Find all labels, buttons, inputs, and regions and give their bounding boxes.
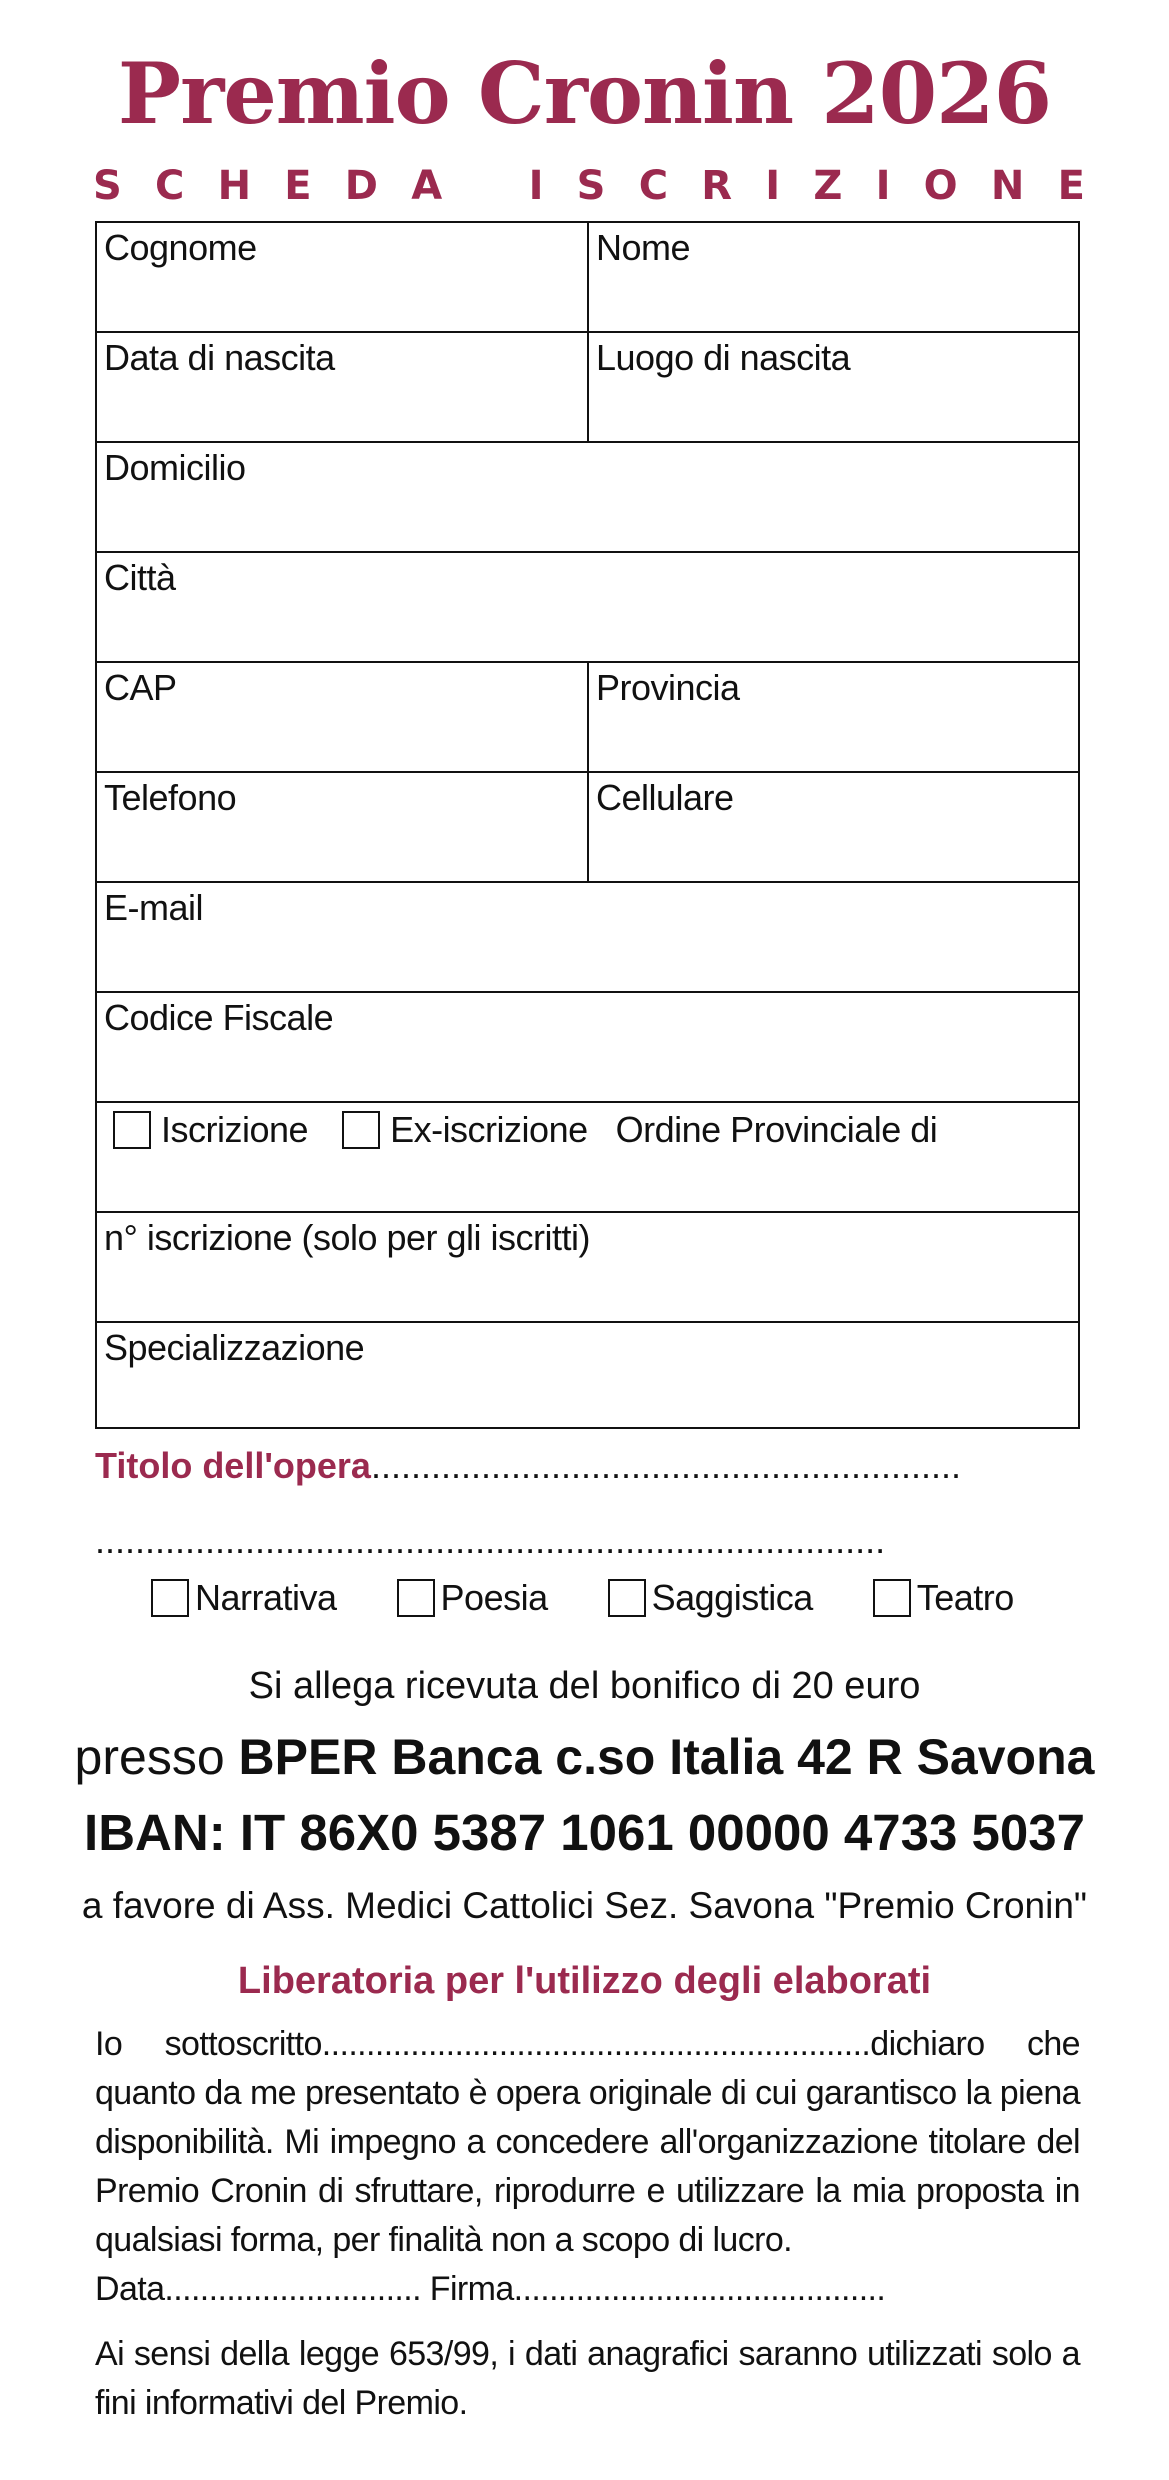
form-row xyxy=(97,551,1078,661)
checkbox-label: Ex-iscrizione xyxy=(390,1109,588,1150)
n-iscrizione-field[interactable] xyxy=(97,1213,1078,1321)
subtitle-letter: S xyxy=(93,163,122,209)
registration-form-table xyxy=(95,221,1080,1429)
opera-title-line[interactable] xyxy=(95,1445,961,1487)
narrativa-checkbox[interactable] xyxy=(151,1579,189,1617)
form-row xyxy=(97,331,1078,441)
cognome-field[interactable] xyxy=(97,223,589,333)
bank-name: BPER Banca c.so Italia 42 R Savona xyxy=(238,1729,1095,1785)
specializzazione-field[interactable] xyxy=(97,1323,1078,1427)
subtitle-letter: Z xyxy=(813,163,843,209)
field-label: Nome xyxy=(596,227,691,268)
field-label: Cognome xyxy=(104,227,257,268)
subtitle-letter: I xyxy=(765,163,781,209)
privacy-notice: Ai sensi della legge 653/99, i dati anagrafici saranno utilizzati solo a fini informativi del Premio. xyxy=(95,2335,1080,2422)
codice-fiscale-field[interactable] xyxy=(97,993,1078,1101)
subtitle-letter: H xyxy=(217,163,252,209)
form-row xyxy=(97,991,1078,1101)
checkbox-label: Iscrizione xyxy=(161,1109,309,1150)
luogo-nascita-field[interactable] xyxy=(589,333,1078,441)
form-row xyxy=(97,441,1078,551)
field-label: Codice Fiscale xyxy=(104,997,334,1038)
provincia-field[interactable] xyxy=(589,663,1078,771)
form-row xyxy=(97,771,1078,881)
dotted-line: ........................................................... xyxy=(370,1445,962,1486)
subtitle-letter: A xyxy=(411,163,443,209)
form-row xyxy=(97,1101,1078,1211)
ex-iscrizione-checkbox[interactable] xyxy=(342,1111,380,1149)
field-label: Telefono xyxy=(104,777,237,818)
form-subtitle xyxy=(93,163,1085,209)
subtitle-letter: R xyxy=(701,163,733,209)
genre-option xyxy=(151,1577,337,1619)
poesia-checkbox[interactable] xyxy=(397,1579,435,1617)
nome-field[interactable] xyxy=(589,223,1078,333)
data-nascita-field[interactable] xyxy=(97,333,589,441)
field-label: Cellulare xyxy=(596,777,734,818)
email-field[interactable] xyxy=(97,883,1078,991)
subtitle-letter: D xyxy=(344,163,378,209)
signature-line[interactable]: Data............................. Firma.......................................... xyxy=(95,2270,886,2308)
form-row xyxy=(97,1211,1078,1321)
subtitle-letter: O xyxy=(923,163,958,209)
genre-label: Poesia xyxy=(440,1577,548,1618)
iban-line: IBAN: IT 86X0 5387 1061 00000 4733 5037 xyxy=(84,1804,1085,1861)
subtitle-letter: C xyxy=(155,163,185,209)
domicilio-field[interactable] xyxy=(97,443,1078,551)
form-row xyxy=(97,881,1078,991)
liberatoria-text xyxy=(95,2020,1080,2314)
subtitle-letter: E xyxy=(1057,163,1085,209)
cap-field[interactable] xyxy=(97,663,589,771)
genre-option xyxy=(873,1577,1014,1619)
subtitle-letter: I xyxy=(528,163,544,209)
subtitle-letter: N xyxy=(990,163,1025,209)
liberatoria-body: Io sottoscritto..............................................................dichiaro che quanto da me presentato è opera originale di cui garantisco la piena disponibilità. Mi impegno a concedere all'organizzazione titolare del Premio Cronin di sfruttare, riprodurre e utilizzare la mia proposta in qualsiasi forma, per finalità non a scopo di lucro. xyxy=(95,2025,1080,2259)
genre-label: Teatro xyxy=(916,1577,1014,1618)
subtitle-letter: C xyxy=(638,163,669,209)
genre-option xyxy=(397,1577,548,1619)
subtitle-letter: E xyxy=(284,163,312,209)
form-row xyxy=(97,661,1078,771)
opera-title-label: Titolo dell'opera xyxy=(95,1445,371,1486)
cellulare-field[interactable] xyxy=(589,773,1078,881)
iscrizione-checkbox[interactable] xyxy=(113,1111,151,1149)
beneficiary-line: a favore di Ass. Medici Cattolici Sez. Savona "Premio Cronin" xyxy=(81,1885,1088,1926)
subtitle-space xyxy=(475,166,495,206)
ordine-label: Ordine Provinciale di xyxy=(615,1109,938,1150)
form-row xyxy=(97,223,1078,333)
telefono-field[interactable] xyxy=(97,773,589,881)
field-label: n° iscrizione (solo per gli iscritti) xyxy=(104,1217,591,1258)
field-label: Città xyxy=(104,557,176,598)
ordine-field[interactable] xyxy=(97,1103,1078,1211)
bank-line xyxy=(0,1728,1169,1786)
liberatoria-heading: Liberatoria per l'utilizzo degli elaborati xyxy=(237,1960,932,2002)
teatro-checkbox[interactable] xyxy=(873,1579,911,1617)
field-label: Specializzazione xyxy=(104,1327,365,1368)
field-label: E-mail xyxy=(104,887,204,928)
citta-field[interactable] xyxy=(97,553,1078,661)
field-label: Luogo di nascita xyxy=(596,337,851,378)
bank-prefix: presso xyxy=(74,1729,225,1785)
subtitle-letter: S xyxy=(576,163,606,209)
genre-options xyxy=(151,1577,1074,1619)
field-label: Provincia xyxy=(596,667,740,708)
field-label: Domicilio xyxy=(104,447,246,488)
field-label: CAP xyxy=(104,667,177,708)
genre-label: Narrativa xyxy=(195,1577,337,1618)
form-row xyxy=(97,1321,1078,1427)
genre-label: Saggistica xyxy=(651,1577,813,1618)
page-title: Premio Cronin 2026 xyxy=(117,44,1052,143)
saggistica-checkbox[interactable] xyxy=(608,1579,646,1617)
subtitle-letter: I xyxy=(875,163,891,209)
dotted-line[interactable]: ............................................................................... xyxy=(95,1520,886,1561)
registration-status xyxy=(113,1109,937,1151)
payment-note: Si allega ricevuta del bonifico di 20 euro xyxy=(248,1665,921,1707)
field-label: Data di nascita xyxy=(104,337,335,378)
genre-option xyxy=(608,1577,813,1619)
